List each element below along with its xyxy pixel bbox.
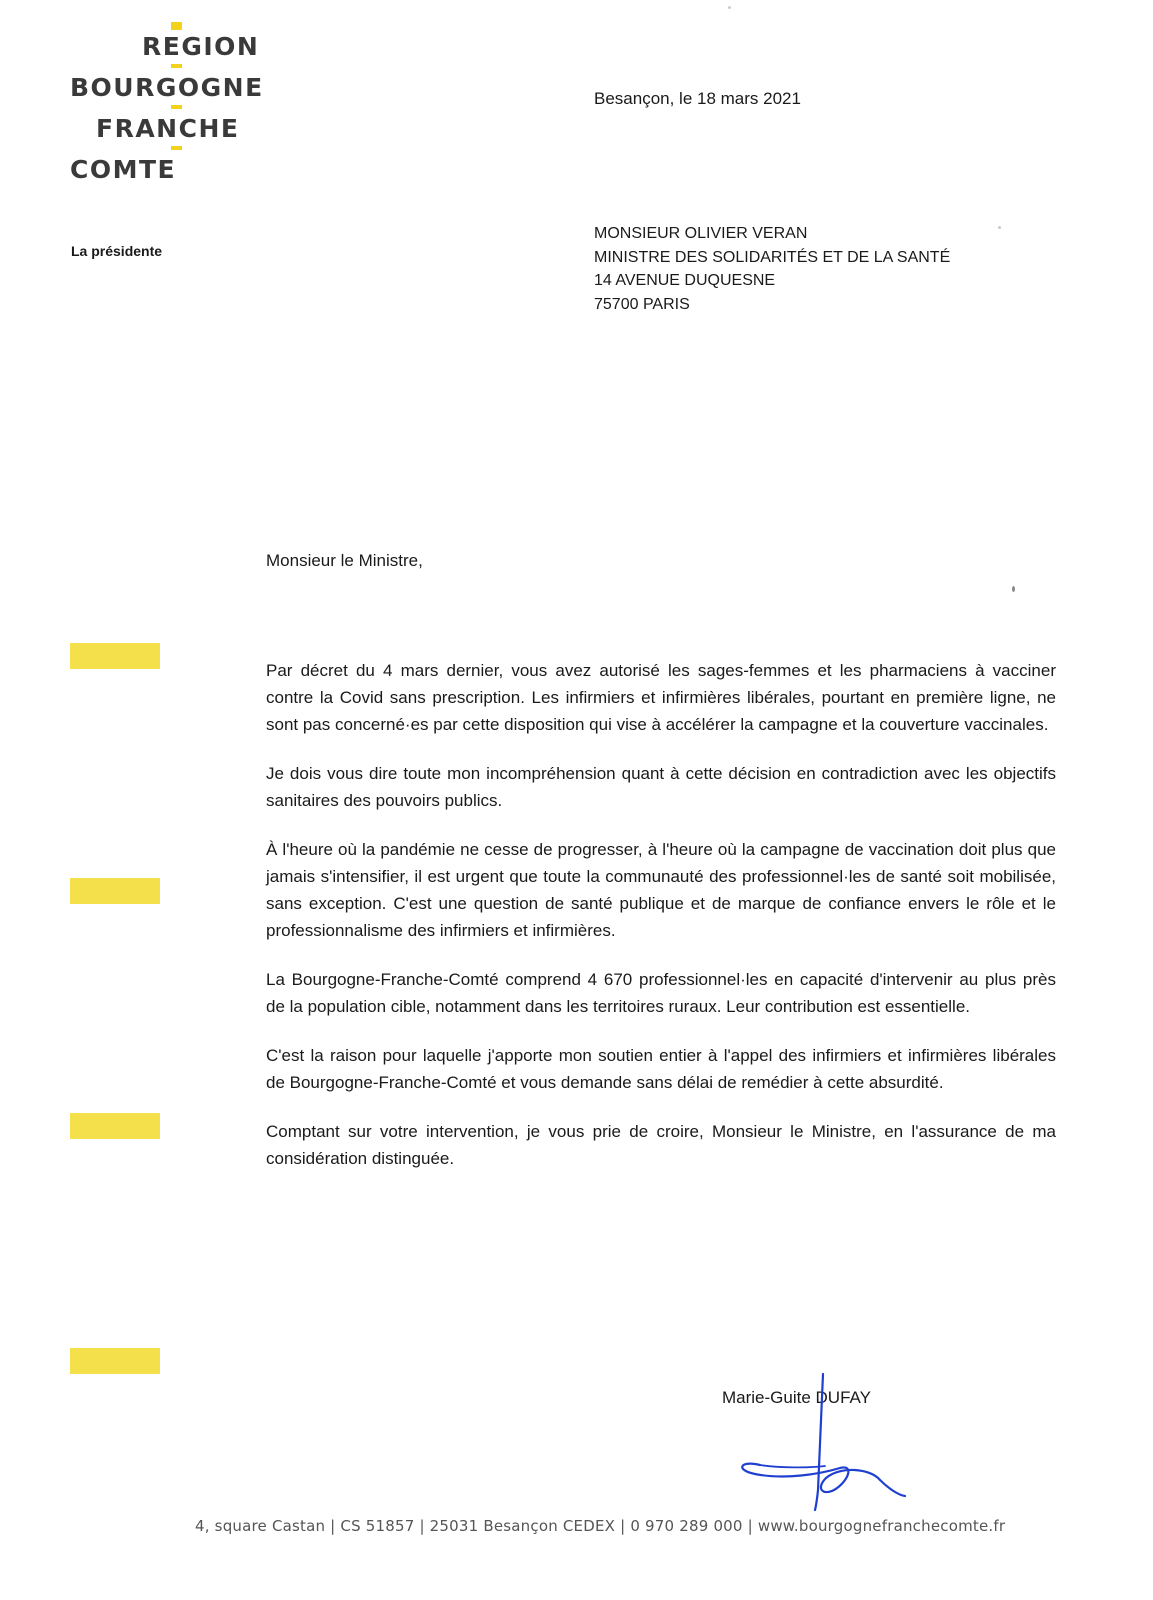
body-paragraph: Je dois vous dire toute mon incompréhension quant à cette décision en contradiction avec les objectifs sanitaires des pouvoirs publics. (266, 764, 1056, 810)
handwritten-signature (730, 1370, 920, 1520)
recipient-address (594, 222, 950, 316)
scan-speck (998, 226, 1001, 229)
margin-marker (70, 878, 160, 904)
recipient-line: MONSIEUR OLIVIER VERAN (594, 225, 808, 242)
footer-contact: 4, square Castan | CS 51857 | 25031 Besançon CEDEX | 0 970 289 000 | www.bourgognefranchecomte.fr (195, 1517, 1006, 1535)
margin-marker (70, 1348, 160, 1374)
recipient-line: MINISTRE DES SOLIDARITÉS ET DE LA SANTÉ (594, 248, 951, 266)
recipient-line: 75700 PARIS (594, 295, 690, 313)
logo-accent-bar (171, 64, 182, 68)
logo-line-franche: FRANCHE (96, 114, 240, 143)
body-paragraph: La Bourgogne-Franche-Comté comprend 4 670 professionnel·les en capacité d'intervenir au plus près de la population cible, notamment dans les territoires ruraux. Leur contribution est essentielle. (266, 970, 1056, 1016)
logo-line-comte: COMTE (70, 155, 177, 184)
signer-name: Marie-Guite DUFAY (722, 1388, 871, 1407)
body-paragraph: Par décret du 4 mars dernier, vous avez autorisé les sages-femmes et les pharmaciens à vacciner contre la Covid sans prescription. Les infirmiers et infirmières libérales, pourtant en première ligne, ne sont pas concerné·es par cette disposition qui vise à accélérer la campagne et la couverture vaccinales. (266, 661, 1056, 734)
margin-marker (70, 1113, 160, 1139)
scan-speck (1012, 586, 1015, 592)
logo-accent-bar (171, 146, 182, 150)
logo-accent-bar (171, 22, 182, 30)
recipient-line: 14 AVENUE DUQUESNE (594, 272, 776, 289)
sender-role: La présidente (71, 243, 163, 259)
body-paragraph: Comptant sur votre intervention, je vous prie de croire, Monsieur le Ministre, en l'assurance de ma considération distinguée. (266, 1122, 1056, 1168)
salutation: Monsieur le Ministre, (266, 551, 423, 570)
scan-speck (728, 6, 731, 9)
letter-date: Besançon, le 18 mars 2021 (594, 89, 801, 108)
letter-body (266, 657, 1056, 1194)
margin-marker (70, 643, 160, 669)
region-logo (70, 20, 290, 190)
logo-line-bourgogne: BOURGOGNE (70, 73, 264, 102)
logo-line-region: REGION (142, 32, 260, 61)
logo-accent-bar (171, 105, 182, 109)
body-paragraph: C'est la raison pour laquelle j'apporte mon soutien entier à l'appel des infirmiers et infirmières libérales de Bourgogne-Franche-Comté et vous demande sans délai de remédier à cette absurdité. (266, 1046, 1056, 1092)
body-paragraph: À l'heure où la pandémie ne cesse de progresser, à l'heure où la campagne de vaccination doit plus que jamais s'intensifier, il est urgent que toute la communauté des professionnel·les de santé soit mobilisée, sans exception. C'est une question de santé publique et de marque de confiance envers le rôle et le professionnalisme des infirmiers et infirmières. (266, 840, 1056, 940)
